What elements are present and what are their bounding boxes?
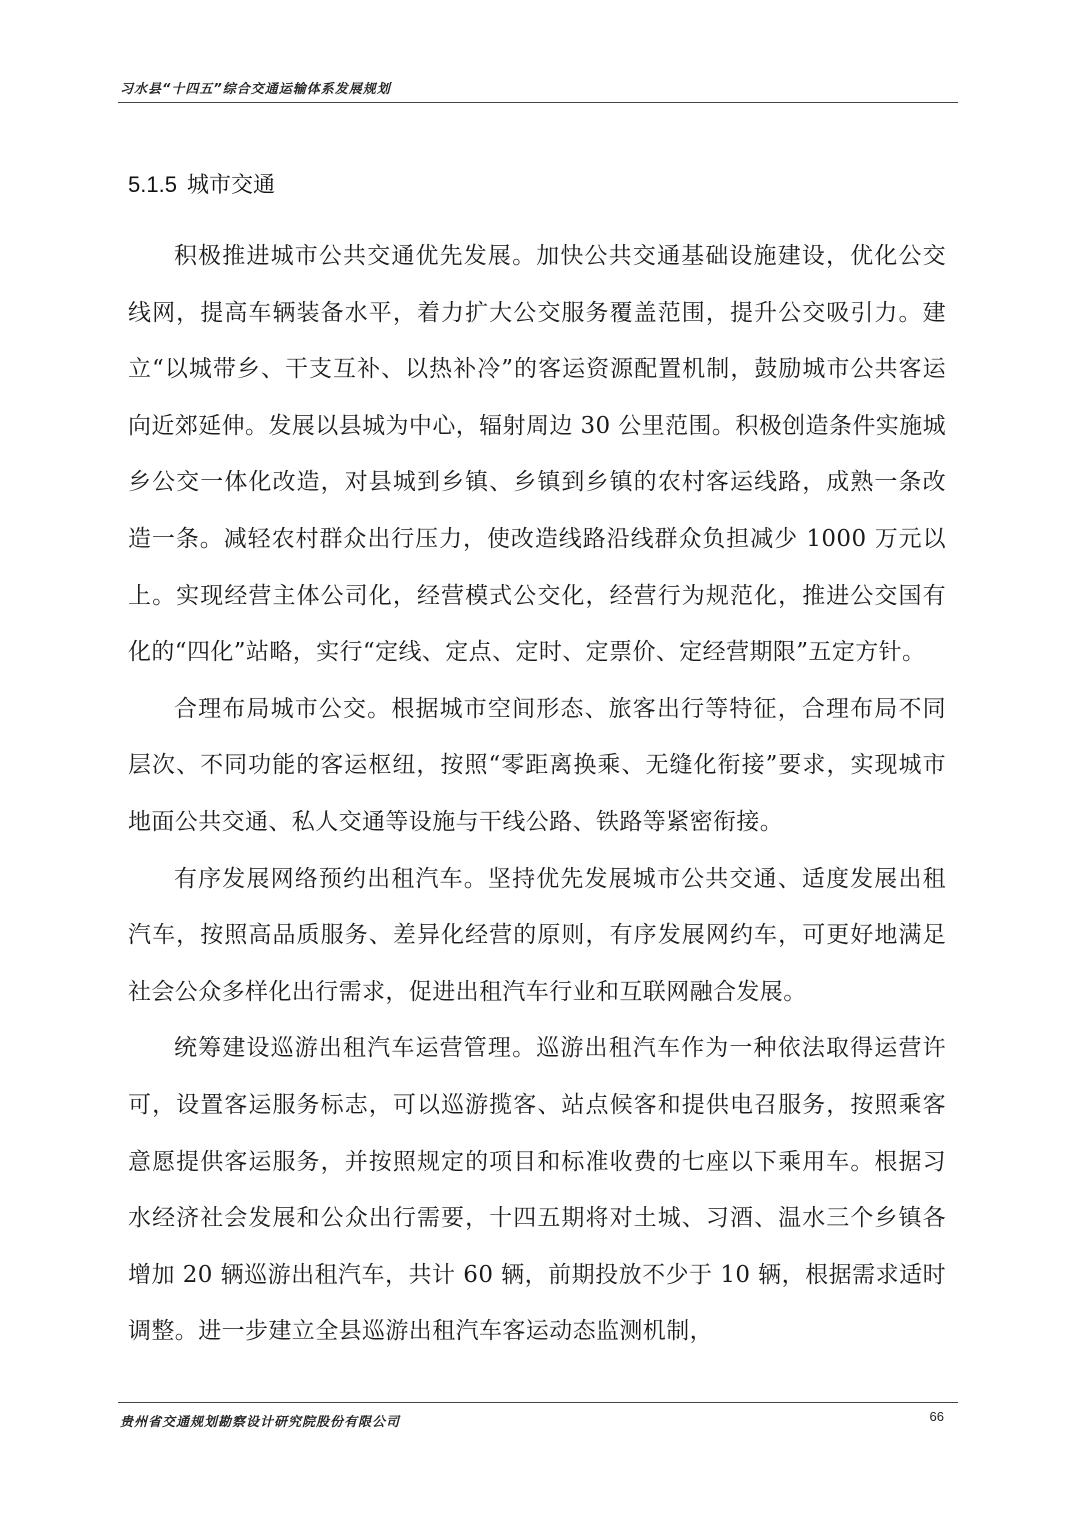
section-number: 5.1.5 [128, 172, 177, 197]
body-text [128, 228, 946, 1360]
paragraph-3: 有序发展网络预约出租汽车。坚持优先发展城市公共交通、适度发展出租汽车，按照高品质服务、差异化经营的原则，有序发展网约车，可更好地满足社会公众多样化出行需求，促进出租汽车行业和互联网融合发展。 [128, 865, 946, 1005]
page-footer [118, 1402, 958, 1433]
section-heading [128, 168, 275, 199]
section-title: 城市交通 [186, 173, 275, 198]
paragraph-1: 积极推进城市公共交通优先发展。加快公共交通基础设施建设，优化公交线网，提高车辆装备水平，着力扩大公交服务覆盖范围，提升公交吸引力。建立“以城带乡、干支互补、以热补冷”的客运资源配置机制，鼓励城市公共客运向近郊延伸。发展以县城为中心，辐射周边 30 公里范围。积极创造条件实施城乡公交一体化改造，对县城到乡镇、乡镇到乡镇的农村客运线路，成熟一条改造一条。减轻农村群众出行压力，使改造线路沿线群众负担减少 1000 万元以上。实现经营主体公司化，经营模式公交化，经营行为规范化，推进公交国有化的“四化”站略，实行“定线、定点、定时、定票价、定经营期限”五定方针。 [128, 243, 946, 666]
document-title: 习水县“十四五”综合交通运输体系发展规划 [120, 82, 391, 97]
page-number: 66 [929, 1409, 944, 1424]
page-header [118, 74, 958, 103]
paragraph-4: 统筹建设巡游出租汽车运营管理。巡游出租汽车作为一种依法取得运营许可，设置客运服务标志，可以巡游揽客、站点候客和提供电召服务，按照乘客意愿提供客运服务，并按照规定的项目和标准收费的七座以下乘用车。根据习水经济社会发展和公众出行需要，十四五期将对土城、习酒、温水三个乡镇各增加 20 辆巡游出租汽车，共计 60 辆，前期投放不少于 10 辆，根据需求适时调整。进一步建立全县巡游出租汽车客运动态监测机制， [128, 1035, 946, 1345]
footer-organization: 贵州省交通规划勘察设计研究院股份有限公司 [120, 1415, 401, 1430]
paragraph-2: 合理布局城市公交。根据城市空间形态、旅客出行等特征，合理布局不同层次、不同功能的客运枢纽，按照“零距离换乘、无缝化衔接”要求，实现城市地面公共交通、私人交通等设施与干线公路、铁路等紧密衔接。 [128, 695, 946, 835]
